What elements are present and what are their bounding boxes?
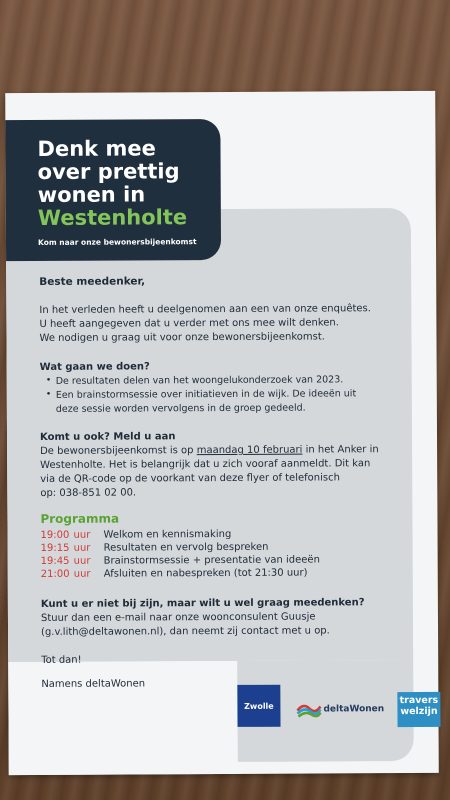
programma-row [41, 541, 269, 555]
section2-line-4: op: 038-851 02 00. [40, 487, 137, 499]
section2-line-1-pre: De bewonersbijeenkomst is op [40, 445, 197, 457]
program-time: 19:00 [40, 529, 70, 541]
headline-line-2: over prettig [37, 159, 180, 184]
section3-line-2: (g.v.lith@deltawonen.nl), dan neemt zij contact met u op. [41, 625, 330, 638]
program-unit: uur [73, 568, 91, 580]
deltawonen-wave-icon [295, 699, 321, 719]
bullet-dot: • [45, 374, 52, 386]
program-unit: uur [73, 542, 91, 554]
section2-line-1 [40, 443, 379, 458]
program-activity: Welkom en kennismaking [103, 528, 232, 541]
programma-title: Programma [40, 511, 120, 526]
event-date: maandag 10 februari [196, 444, 303, 457]
programma-row [40, 528, 231, 542]
headline-place: Westenholte [37, 205, 188, 230]
section2-line-3: via de QR-code op de voorkant van deze flyer of telefonisch [40, 472, 340, 485]
travers-welzijn-logo [397, 692, 440, 727]
program-unit: uur [73, 529, 91, 541]
travers-logo-line-2: welzijn [400, 705, 438, 718]
closing: Tot dan! [41, 654, 82, 666]
section3-title: Kunt u er niet bij zijn, maar wilt u wel graag meedenken? [40, 597, 365, 610]
header-subtitle: Kom naar onze bewonersbijeenkomst [37, 237, 197, 247]
program-time: 19:45 [40, 555, 70, 567]
section3-line-1: Stuur dan een e-mail naar onze woonconsulent Guusje [40, 611, 316, 624]
header-block [5, 119, 221, 261]
greeting: Beste meedenker, [39, 275, 146, 288]
intro-line-2: U heeft aangegeven dat u verder met ons mee wilt denken. [39, 317, 339, 330]
signature: Namens deltaWonen [41, 678, 146, 690]
zwolle-logo [237, 685, 280, 727]
section2-title: Komt u ook? Meld u aan [39, 431, 176, 443]
program-activity: Brainstormsessie + presentatie van ideeën [103, 554, 320, 567]
program-activity: Resultaten en vervolg bespreken [103, 541, 269, 554]
program-unit: uur [73, 555, 91, 567]
travers-logo-line-1: travers [399, 694, 439, 707]
deltawonen-logo-text: deltaWonen [323, 704, 385, 715]
program-time: 21:00 [40, 568, 70, 580]
bullet-dot: • [45, 388, 52, 400]
deltawonen-logo [295, 699, 385, 719]
section2-line-2: Westenholte. Het is belangrijk dat u zich vooraf aanmeldt. Dit kan [40, 458, 371, 471]
bullet-2-line-2: deze sessie worden vervolgens in de groep gedeeld. [55, 402, 306, 415]
zwolle-logo-text: Zwolle [244, 701, 274, 711]
programma-row [41, 567, 308, 581]
program-time: 19:15 [40, 542, 70, 554]
bullet-2-line-1: Een brainstormsessie over initiatieven in de wijk. De ideeën uit [55, 388, 357, 401]
section1-title: Wat gaan we doen? [39, 361, 150, 373]
headline-line-1: Denk mee [37, 136, 156, 161]
section2-line-1-post: in het Anker in [302, 444, 379, 456]
bullet-1-line-1: De resultaten delen van het woongelukonderzoek van 2023. [55, 374, 344, 387]
program-activity: Afsluiten en nabespreken (tot 21:30 uur) [103, 567, 308, 580]
intro-line-1: In het verleden heeft u deelgenomen aan een van onze enquêtes. [39, 303, 371, 316]
flyer [5, 91, 439, 775]
intro-line-3: We nodigen u graag uit voor onze bewonersbijeenkomst. [39, 331, 325, 344]
headline-line-3: wonen in [37, 182, 146, 207]
